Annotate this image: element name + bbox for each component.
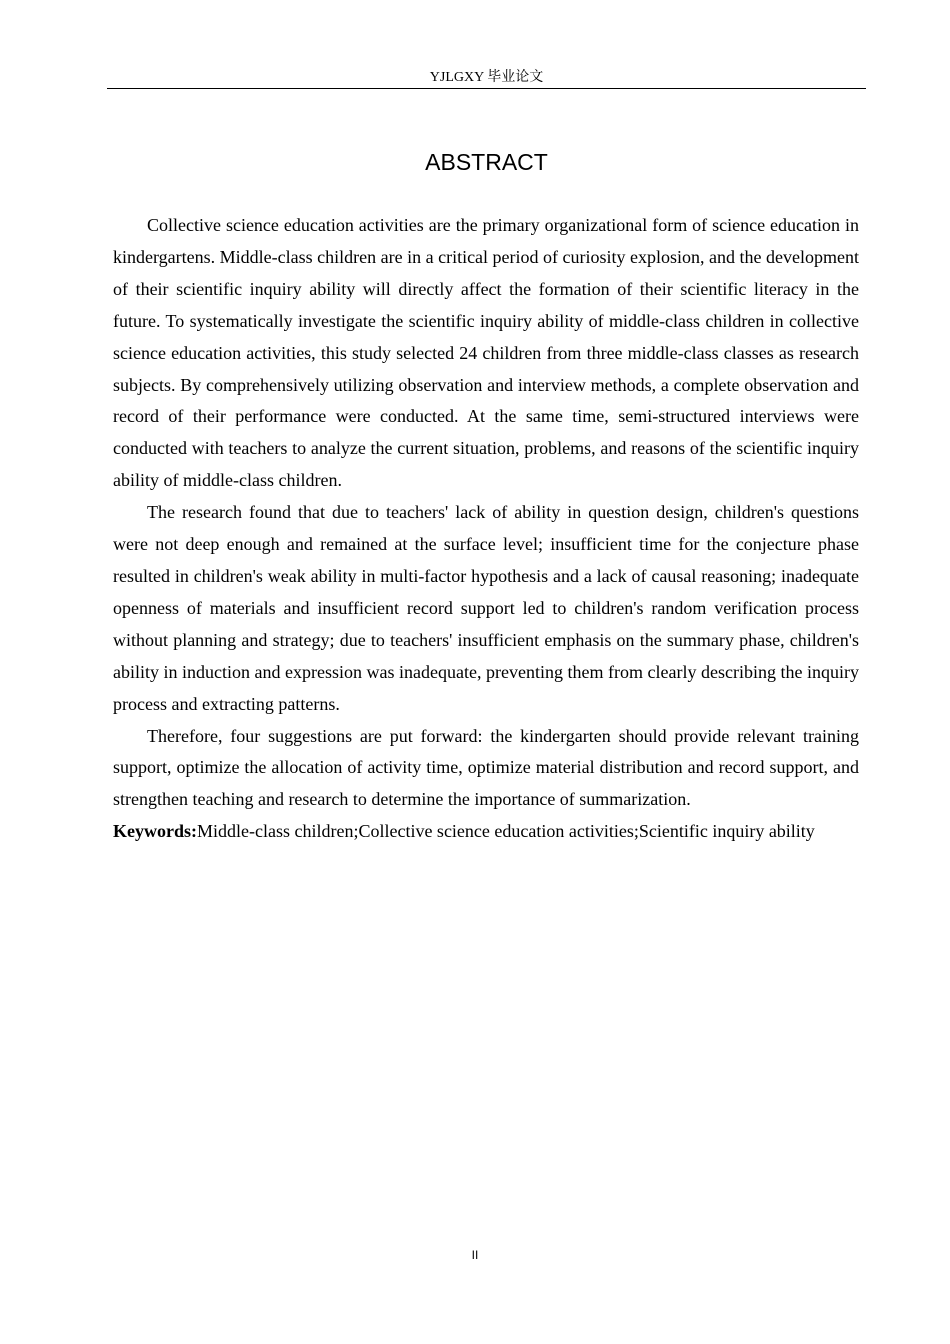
keywords-line <box>113 816 859 848</box>
abstract-paragraph-1: Collective science education activities are the primary organizational form of science education in kindergartens. Middle-class children are in a critical period of curiosity explosion, and the development of their scientific inquiry ability will directly affect the formation of their scientific literacy in the future. To systematically investigate the scientific inquiry ability of middle-class children in collective science education activities, this study selected 24 children from three middle-class classes as research subjects. By comprehensively utilizing observation and interview methods, a complete observation and record of their performance were conducted. At the same time, semi-structured interviews were conducted with teachers to analyze the current situation, problems, and reasons of the scientific inquiry ability of middle-class children. <box>113 215 859 491</box>
abstract-title: ABSTRACT <box>425 149 548 175</box>
page-header <box>107 68 866 89</box>
page-number: II <box>471 1248 479 1262</box>
abstract-body <box>113 210 859 848</box>
header-text: YJLGXY 毕业论文 <box>429 70 544 85</box>
keywords-text: Middle-class children;Collective science education activities;Scientific inquiry ability <box>197 821 815 842</box>
keywords-label: Keywords: <box>113 821 197 842</box>
abstract-paragraph-3: Therefore, four suggestions are put forward: the kindergarten should provide relevant training support, optimize the allocation of activity time, optimize material distribution and record support, and strengthen teaching and research to determine the importance of summarization. <box>113 725 859 810</box>
abstract-paragraph-2: The research found that due to teachers' lack of ability in question design, children's questions were not deep enough and remained at the surface level; insufficient time for the conjecture phase resulted in children's weak ability in multi-factor hypothesis and a lack of causal reasoning; inadequate openness of materials and insufficient record support led to children's random verification process without planning and strategy; due to teachers' insufficient emphasis on the summary phase, children's ability in induction and expression was inadequate, preventing them from clearly describing the inquiry process and extracting patterns. <box>113 502 859 714</box>
